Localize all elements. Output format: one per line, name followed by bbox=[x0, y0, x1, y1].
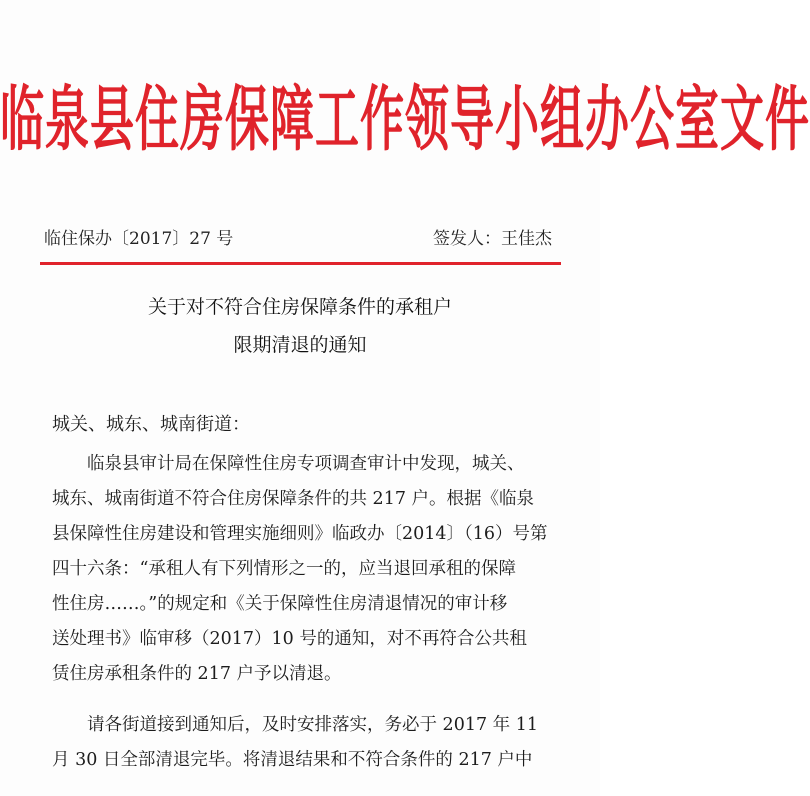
document-title-line-2: 限期清退的通知 bbox=[233, 334, 367, 356]
paragraph-line: 月 30 日全部清退完毕。将清退结果和不符合条件的 217 户中 bbox=[52, 750, 533, 770]
paragraph-line: 县保障性住房建设和管理实施细则》临政办〔2014〕（16）号第 bbox=[52, 524, 548, 544]
paragraph-line: 赁住房承租条件的 217 户予以清退。 bbox=[52, 664, 342, 684]
paragraph-line: 送处理书》临审移（2017）10 号的通知，对不再符合公共租 bbox=[52, 629, 527, 649]
salutation: 城关、城东、城南街道： bbox=[52, 414, 250, 435]
paragraph-line: 城东、城南街道不符合住房保障条件的共 217 户。根据《临泉 bbox=[52, 489, 535, 509]
body-paragraph-2 bbox=[52, 708, 582, 778]
document-number: 临住保办〔2017〕27 号 bbox=[44, 229, 234, 249]
agency-red-header: 临泉县住房保障工作领导小组办公室文件 bbox=[0, 79, 810, 162]
paragraph-line: 四十六条：“承租人有下列情形之一的，应当退回承租的保障 bbox=[52, 559, 516, 579]
paragraph-line: 请各街道接到通知后，及时安排落实，务必于 2017 年 11 bbox=[87, 715, 538, 735]
paragraph-line: 临泉县审计局在保障性住房专项调查审计中发现，城关、 bbox=[87, 454, 525, 474]
body-paragraph-1 bbox=[52, 447, 582, 692]
red-divider-line bbox=[40, 262, 561, 265]
paragraph-line: 性住房……。”的规定和《关于保障性住房清退情况的审计移 bbox=[52, 594, 508, 614]
document-title-line-1: 关于对不符合住房保障条件的承租户 bbox=[147, 296, 452, 318]
signer: 签发人：王佳杰 bbox=[433, 229, 552, 249]
